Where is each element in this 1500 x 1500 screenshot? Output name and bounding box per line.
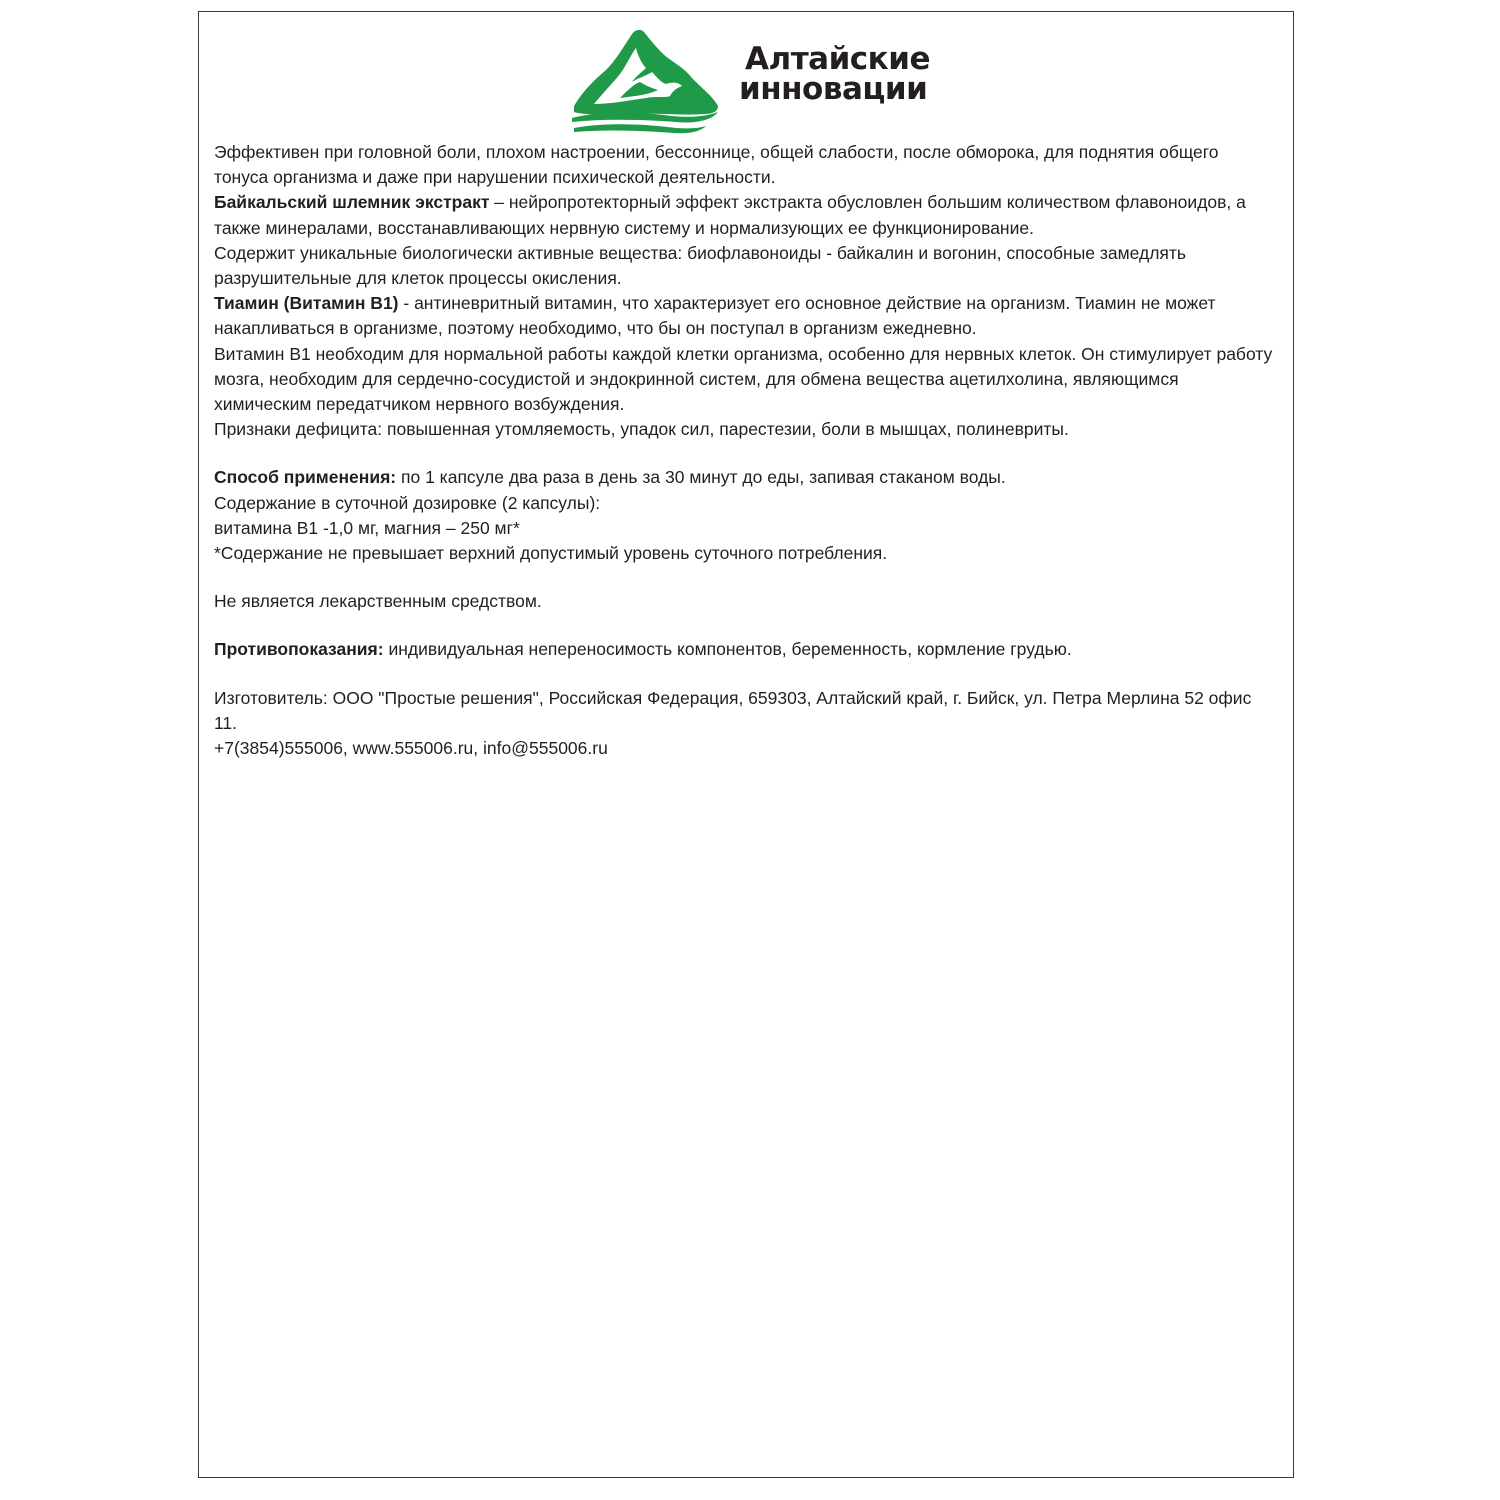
document-body [214,140,1274,761]
not-drug-notice: Не является лекарственным средством. [214,591,542,612]
baikal-label: Байкальский шлемник экстракт [214,192,490,213]
contraindications-paragraph [214,637,1274,662]
baikal-paragraph-2: Содержит уникальные биологически активные вещества: биофлавоноиды - байкалин и вогонин, способные замедлять разрушительные для клеток процессы окисления. [214,242,1187,289]
dose-header: Содержание в суточной дозировке (2 капсулы): [214,492,601,513]
brand-name-line1: Алтайские [745,41,930,77]
usage-label: Способ применения: [214,467,397,488]
dose-note: *Содержание не превышает верхний допустимый уровень суточного потребления. [214,543,888,564]
brand-name-line2: инновации [739,71,928,107]
mountain-logo-icon [572,26,722,134]
usage-text: по 1 капсуле два раза в день за 30 минут до еды, запивая стаканом воды. [396,467,1006,488]
contacts-line: +7(3854)555006, www.555006.ru, info@555006.ru [214,738,608,759]
baikal-text: – нейропротекторный эффект экстракта обусловлен большим количеством флавоноидов, а также минералами, восстанавливающих нервную систему и нормализующих ее функционирование. [214,192,1246,238]
manufacturer-paragraph: Изготовитель: ООО "Простые решения", Российская Федерация, 659303, Алтайский край, г. Бийск, ул. Петра Мерлина 52 офис 11. [214,687,1252,733]
contraindications-text: индивидуальная непереносимость компонентов, беременность, кормление грудью. [383,639,1072,660]
b1-paragraph: Витамин В1 необходим для нормальной работы каждой клетки организма, особенно для нервных клеток. Он стимулирует работу мозга, необходим для сердечно-сосудистой и эндокринной систем, для обмена вещества ацетилхолина, являющимся химическим передатчиком нервного возбуждения. [214,343,1273,415]
deficiency-paragraph: Признаки дефицита: повышенная утомляемость, упадок сил, парестезии, боли в мышцах, полиневриты. [214,419,1069,440]
dose-values: витамина В1 -1,0 мг, магния – 250 мг* [214,517,520,538]
brand-logo [572,26,932,134]
contraindications-label: Противопоказания: [214,639,384,660]
thiamine-paragraph [214,291,1274,341]
usage-paragraph [214,465,1274,490]
brand-name [739,41,930,107]
thiamine-label: Тиамин (Витамин В1) [214,293,399,314]
thiamine-text: - антиневритный витамин, что характеризует его основное действие на организм. Тиамин не может накапливаться в организме, поэтому необходимо, что бы он поступал в организм ежедневно. [214,293,1216,339]
baikal-paragraph [214,190,1274,240]
intro-paragraph: Эффективен при головной боли, плохом настроении, бессоннице, общей слабости, после обморока, для поднятия общего тонуса организма и даже при нарушении психической деятельности. [214,142,1219,188]
